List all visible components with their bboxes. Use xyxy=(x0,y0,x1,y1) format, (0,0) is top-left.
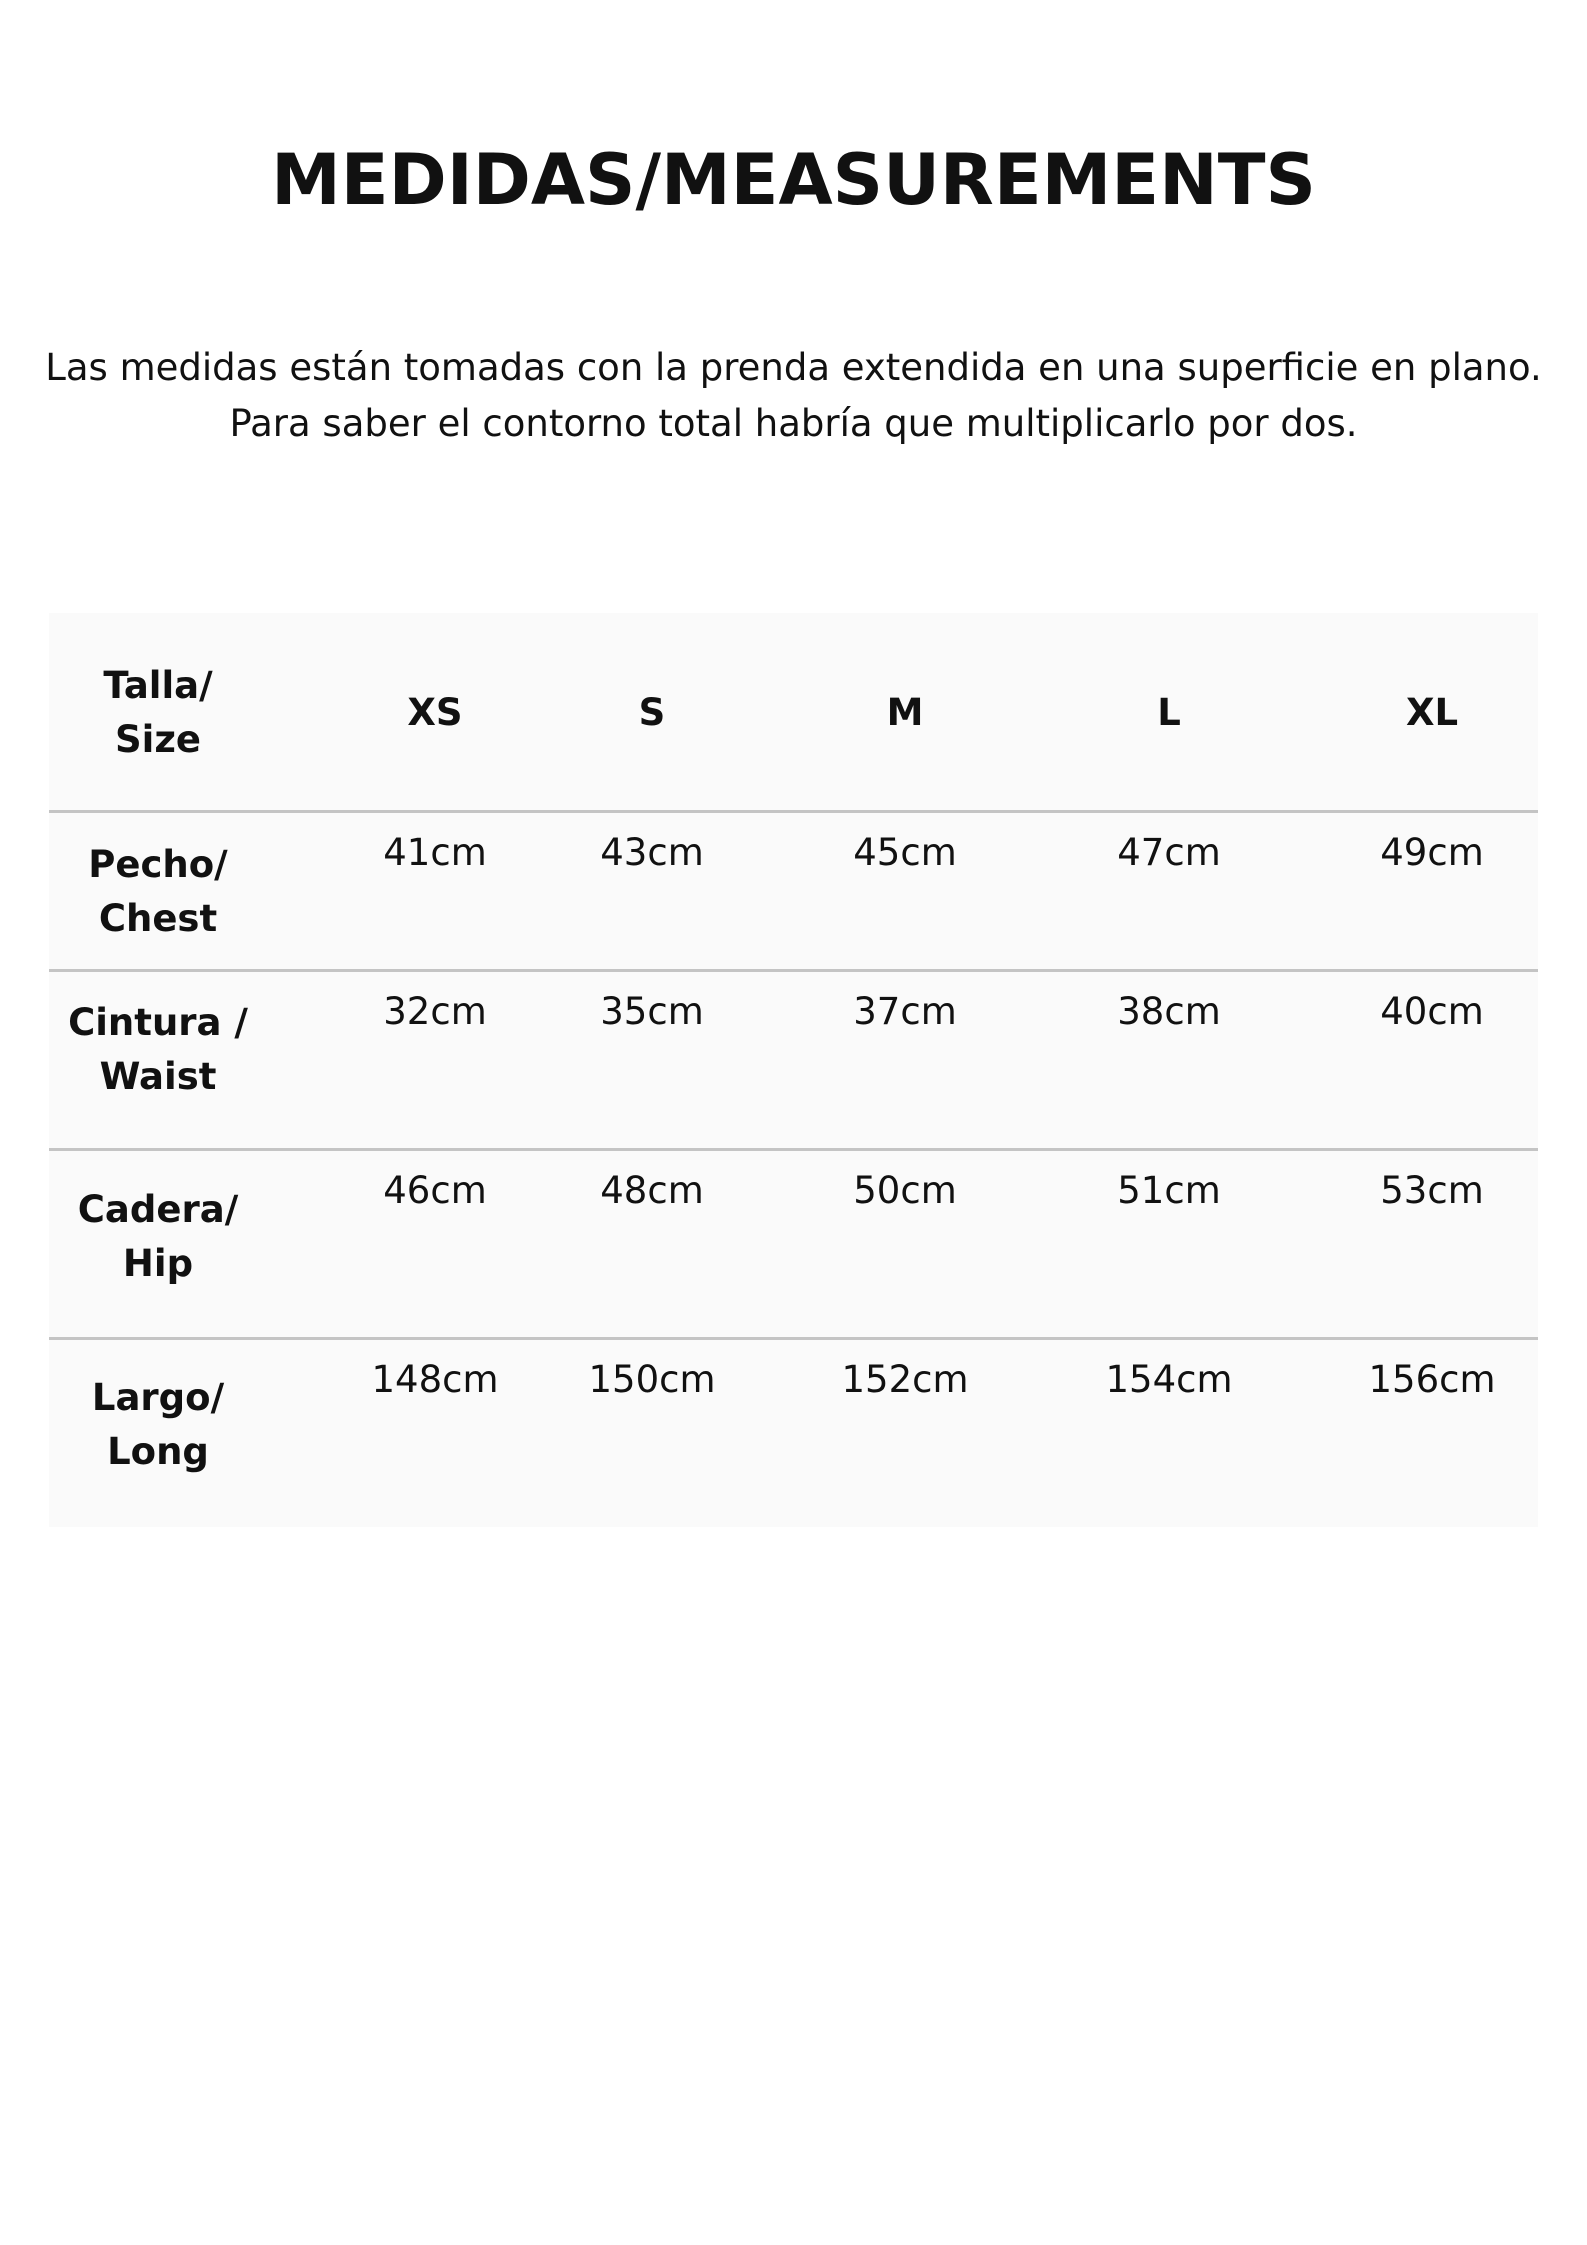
row-label-cell xyxy=(49,1340,267,1530)
header-size-m: M xyxy=(886,691,924,734)
table-cell: 152cm xyxy=(841,1358,969,1401)
table-cell: 154cm xyxy=(1105,1358,1233,1401)
table-cell: 150cm xyxy=(588,1358,716,1401)
row-label-es: Cadera/ xyxy=(77,1188,239,1231)
header-label-es: Talla/ xyxy=(103,664,213,707)
intro-line-1: Las medidas están tomadas con la prenda extendida en una superficie en plano. xyxy=(45,346,1542,389)
table-cell: 37cm xyxy=(853,990,957,1033)
table-cell: 47cm xyxy=(1117,831,1221,874)
row-label-cell xyxy=(49,1151,267,1338)
row-label-cell xyxy=(49,972,267,1149)
table-cell: 46cm xyxy=(383,1169,487,1212)
row-label-cell xyxy=(49,813,267,970)
table-cell: 156cm xyxy=(1368,1358,1496,1401)
row-label-en: Long xyxy=(107,1430,209,1473)
table-row xyxy=(49,1337,1538,1530)
table-cell: 148cm xyxy=(371,1358,499,1401)
table-cell: 50cm xyxy=(853,1169,957,1212)
table-cell: 43cm xyxy=(600,831,704,874)
intro-text xyxy=(0,340,1587,452)
table-cell: 51cm xyxy=(1117,1169,1221,1212)
table-cell: 32cm xyxy=(383,990,487,1033)
header-size-l: L xyxy=(1157,691,1181,734)
table-cell: 41cm xyxy=(383,831,487,874)
row-label-es: Largo/ xyxy=(91,1376,225,1419)
table-cell: 40cm xyxy=(1380,990,1484,1033)
table-row xyxy=(49,1148,1538,1338)
header-size-xs: XS xyxy=(407,691,463,734)
header-size-s: S xyxy=(638,691,666,734)
table-row xyxy=(49,810,1538,970)
intro-line-2: Para saber el contorno total habría que multiplicarlo por dos. xyxy=(229,402,1358,445)
header-label-en: Size xyxy=(115,718,201,761)
row-label-en: Waist xyxy=(99,1055,217,1098)
size-table xyxy=(49,613,1538,1527)
row-label-en: Chest xyxy=(98,897,218,940)
row-label-es: Pecho/ xyxy=(88,843,228,886)
table-cell: 53cm xyxy=(1380,1169,1484,1212)
table-row xyxy=(49,969,1538,1149)
header-label-cell xyxy=(49,613,267,810)
table-cell: 38cm xyxy=(1117,990,1221,1033)
row-label-es: Cintura / xyxy=(68,1001,248,1044)
table-cell: 45cm xyxy=(853,831,957,874)
table-cell: 49cm xyxy=(1380,831,1484,874)
table-cell: 48cm xyxy=(600,1169,704,1212)
row-label-en: Hip xyxy=(122,1242,194,1285)
table-cell: 35cm xyxy=(600,990,704,1033)
page-title: MEDIDAS/MEASUREMENTS xyxy=(271,139,1316,221)
table-header-row xyxy=(49,613,1538,810)
header-size-xl: XL xyxy=(1405,691,1459,734)
